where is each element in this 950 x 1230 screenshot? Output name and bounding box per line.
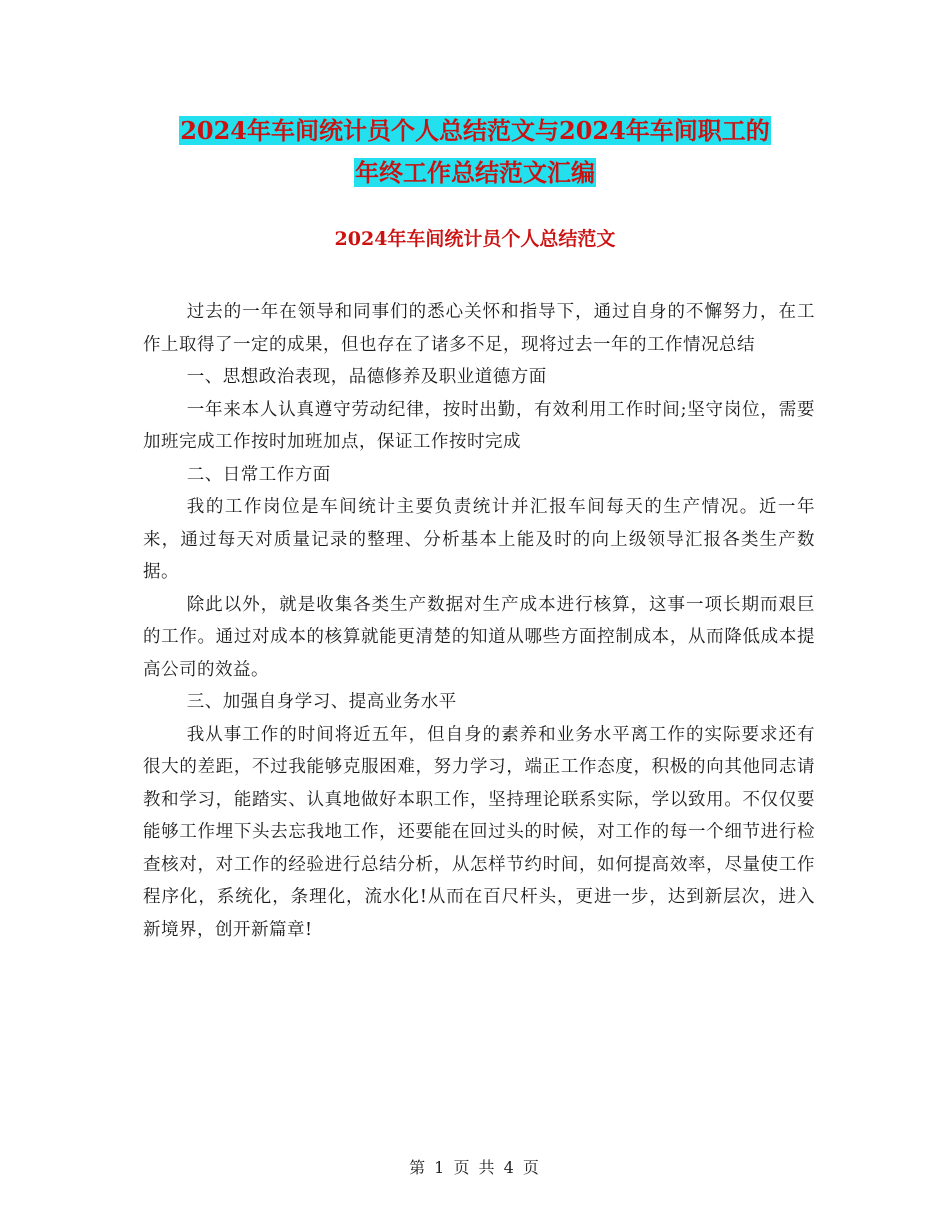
paragraph: 一、思想政治表现，品德修养及职业道德方面 (186, 367, 547, 387)
document-title-text-1: 2024年车间统计员个人总结范文与2024年车间职工的 (180, 116, 770, 145)
document-title-line-1 (0, 116, 950, 146)
paragraph: 过去的一年在领导和同事们的悉心关怀和指导下，通过自身的不懈努力，在工作上取得了一定的成果，但也存在了诸多不足，现将过去一年的工作情况总结 (143, 302, 815, 355)
paragraph: 我的工作岗位是车间统计主要负责统计并汇报车间每天的生产情况。近一年来，通过每天对质量记录的整理、分析基本上能及时的向上级领导汇报各类生产数据。 (143, 497, 815, 582)
document-body (143, 296, 815, 946)
paragraph: 一年来本人认真遵守劳动纪律，按时出勤，有效利用工作时间;坚守岗位，需要加班完成工作按时加班加点，保证工作按时完成 (143, 399, 815, 452)
section-title: 2024年车间统计员个人总结范文 (334, 228, 616, 250)
document-title-line-2 (0, 158, 950, 188)
paragraph: 二、日常工作方面 (186, 464, 331, 485)
paragraph: 除此以外，就是收集各类生产数据对生产成本进行核算，这事一项长期而艰巨的工作。通过对成本的核算就能更清楚的知道从哪些方面控制成本，从而降低成本提高公司的效益。 (143, 594, 815, 680)
document-title-text-2: 年终工作总结范文汇编 (355, 158, 595, 187)
paragraph: 我从事工作的时间将近五年，但自身的素养和业务水平离工作的实际要求还有很大的差距，不过我能够克服困难，努力学习，端正工作态度，积极的向其他同志请教和学习，能踏实、认真地做好本职工作，坚持理论联系实际，学以致用。不仅仅要能够工作埋下头去忘我地工作，还要能在回过头的时候，对工作的每一个细节进行检查核对，对工作的经验进行总结分析，从怎样节约时间，如何提高效率，尽量使工作程序化，系统化，条理化，流水化!从而在百尺杆头，更进一步，达到新层次，进入新境界，创开新篇章! (143, 724, 815, 940)
paragraph: 三、加强自身学习、提高业务水平 (186, 692, 457, 712)
page-footer: 第 1 页 共 4 页 (409, 1158, 541, 1177)
